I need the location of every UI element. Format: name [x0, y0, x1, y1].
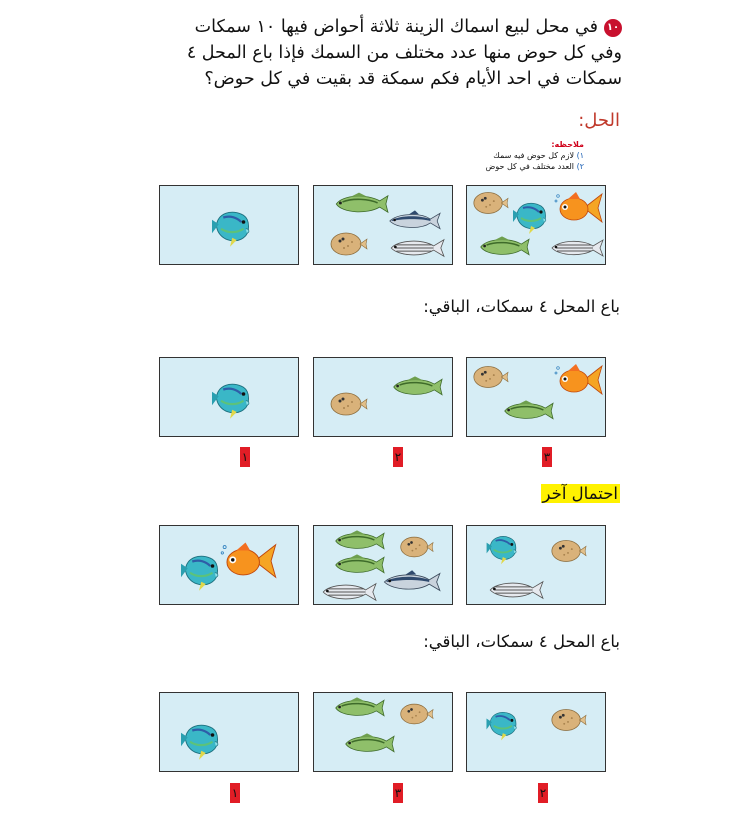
question-text — [122, 14, 622, 92]
parrotfish-icon — [205, 376, 255, 421]
tank-row1-middle — [313, 185, 453, 265]
parrotfish-icon — [174, 717, 224, 762]
tank-row1-left — [159, 185, 299, 265]
parrotfish-icon — [481, 705, 521, 743]
flounder-fish-icon — [549, 538, 587, 564]
question-body: في محل لبيع اسماك الزينة ثلاثة أحواض فيها ١٠ سمكات وفي كل حوض منها عدد مختلف من السمك فإذا باع المحل ٤ سمكات في احد الأيام فكم سمكة قد بقيت في كل حوض؟ — [186, 17, 622, 89]
tank-row4-right — [466, 692, 606, 772]
bass-fish-icon — [386, 376, 444, 398]
note-item-2: ٢) العدد مختلف في كل حوض — [485, 162, 584, 171]
bass-fish-icon — [497, 400, 555, 422]
parrotfish-icon — [507, 196, 551, 236]
striped-bass-icon — [384, 236, 446, 260]
striped-bass-icon — [483, 578, 545, 602]
flounder-fish-icon — [328, 230, 368, 258]
flounder-fish-icon — [471, 364, 509, 390]
count-badge-right-2: ٢ — [538, 783, 548, 803]
tank-row3-left — [159, 525, 299, 605]
tank-row2-left — [159, 357, 299, 437]
tank-row2-right — [466, 357, 606, 437]
tank-row1-right — [466, 185, 606, 265]
flounder-fish-icon — [398, 534, 434, 560]
parrotfish-icon — [481, 530, 521, 566]
striped-bass-icon — [545, 236, 605, 260]
tank-row2-middle — [313, 357, 453, 437]
tuna-fish-icon — [384, 210, 442, 232]
bass-fish-icon — [328, 530, 386, 552]
goldfish-icon — [553, 190, 605, 226]
count-badge-left: ١ — [240, 447, 250, 467]
parrotfish-icon — [174, 548, 224, 593]
count-badge-middle: ٢ — [393, 447, 403, 467]
bass-fish-icon — [338, 733, 396, 755]
tank-row3-middle — [313, 525, 453, 605]
note-box — [486, 139, 584, 172]
tank-row3-right — [466, 525, 606, 605]
tank-row4-left — [159, 692, 299, 772]
tank-row4-middle — [313, 692, 453, 772]
sold-text-1: باع المحل ٤ سمكات، الباقي: — [423, 297, 620, 316]
question-number-badge: ١٠ — [604, 19, 622, 37]
parrotfish-icon — [205, 204, 255, 249]
count-badge-middle-2: ٣ — [393, 783, 403, 803]
flounder-fish-icon — [471, 190, 509, 216]
note-title: ملاحظه: — [551, 140, 584, 149]
solution-heading: الحل: — [578, 110, 620, 131]
bass-fish-icon — [328, 697, 386, 719]
goldfish-icon — [553, 362, 605, 398]
sold-text-2: باع المحل ٤ سمكات، الباقي: — [423, 632, 620, 651]
count-badge-right: ٣ — [542, 447, 552, 467]
goldfish-icon — [220, 540, 278, 582]
tuna-fish-icon — [378, 570, 442, 594]
alternative-heading: احتمال آخر — [542, 484, 618, 503]
bass-fish-icon — [473, 236, 531, 258]
bass-fish-icon — [328, 192, 390, 216]
count-badge-left-2: ١ — [230, 783, 240, 803]
flounder-fish-icon — [398, 701, 434, 727]
striped-bass-icon — [316, 580, 378, 604]
flounder-fish-icon — [328, 390, 368, 418]
flounder-fish-icon — [549, 707, 587, 733]
note-item-1: ١) لازم كل حوض فيه سمك — [493, 151, 584, 160]
